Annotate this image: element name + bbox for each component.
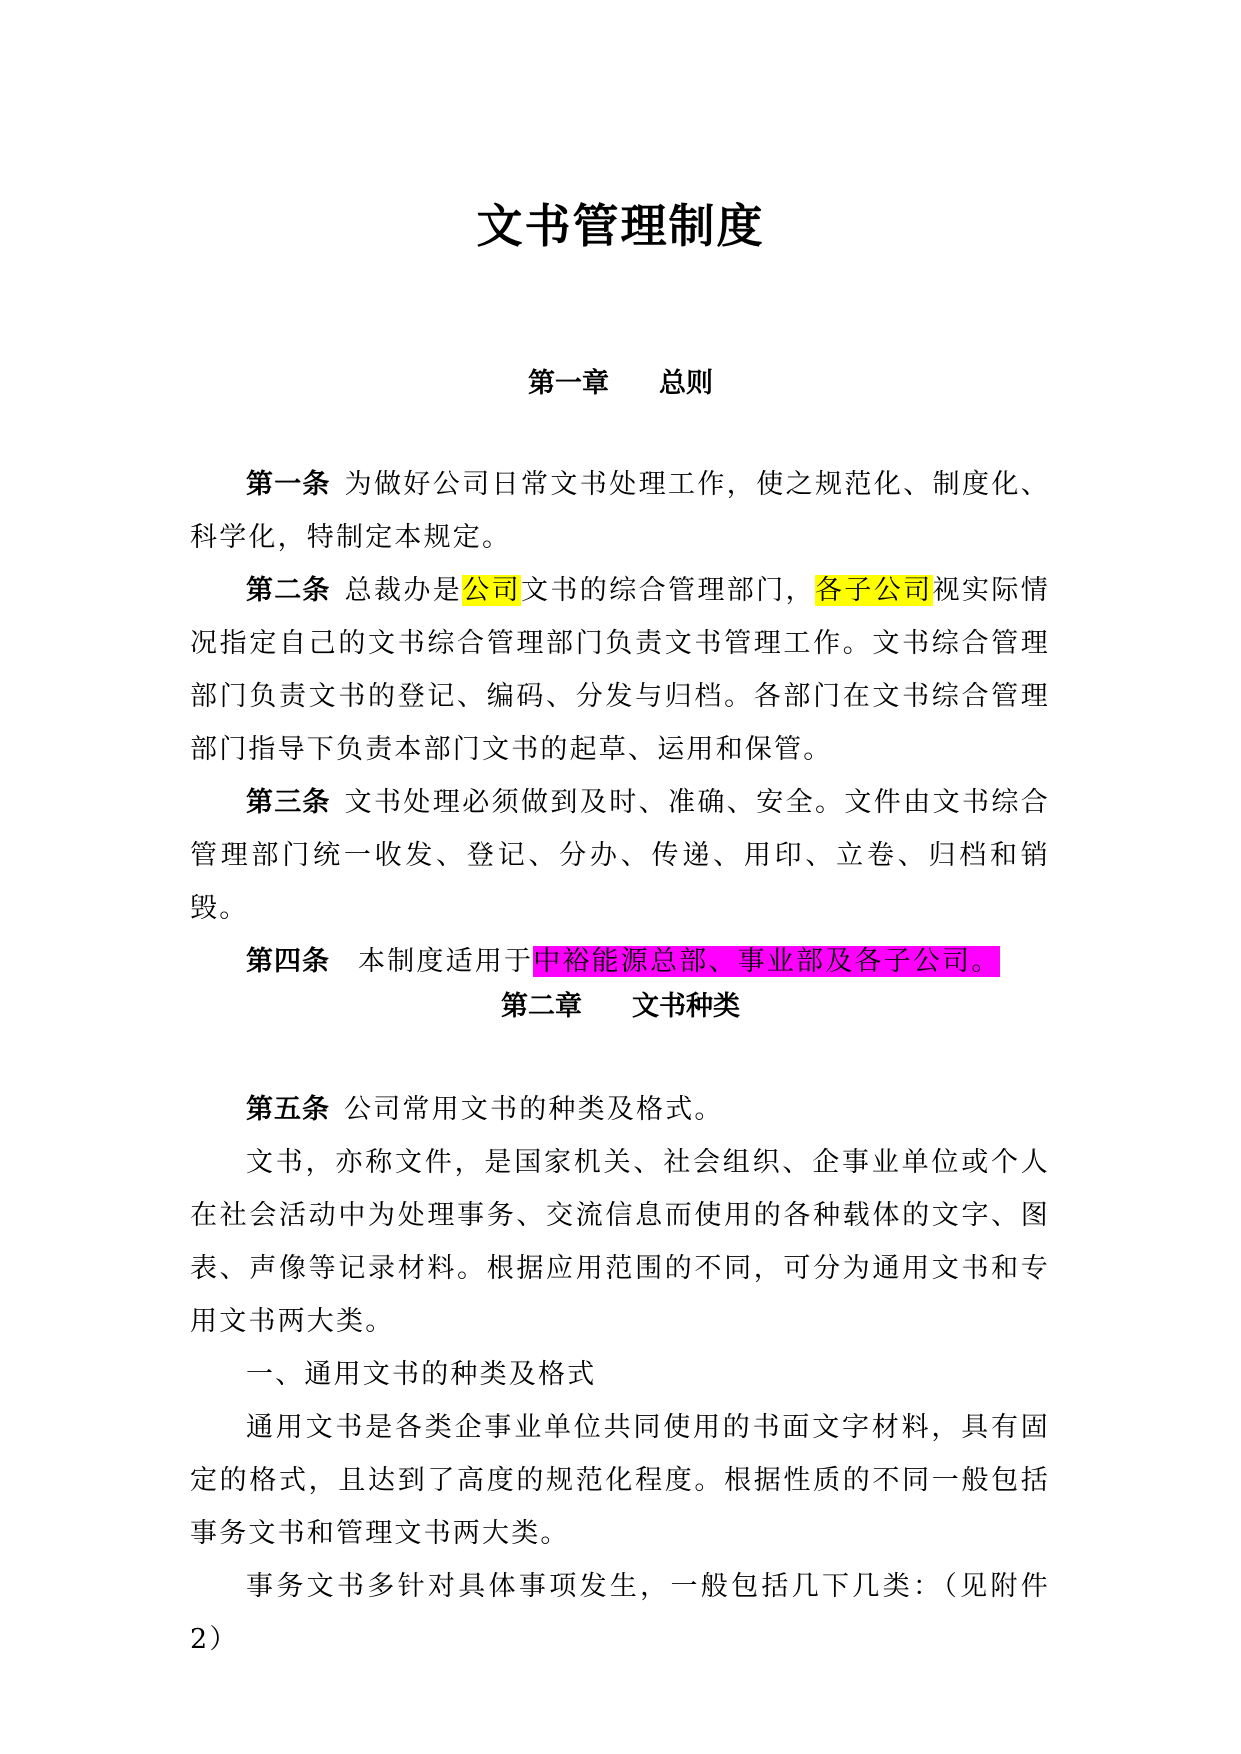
article-text: 文书处理必须做到及时、准确、安全。文件由文书综合管理部门统一收发、登记、分办、传递、用印、立卷、归档和销毁。 xyxy=(190,787,1050,924)
article-number: 第一条 xyxy=(246,469,331,500)
article-number: 第四条 xyxy=(246,946,330,977)
article-1 xyxy=(190,458,1050,564)
chapter-heading-2 xyxy=(0,984,1241,1023)
chapter-name: 总则 xyxy=(659,368,713,399)
article-text: 为做好公司日常文书处理工作，使之规范化、制度化、科学化，特制定本规定。 xyxy=(190,469,1050,553)
chapter-name: 文书种类 xyxy=(632,991,740,1022)
article-4 xyxy=(190,935,1050,988)
article-text: 公司常用文书的种类及格式。 xyxy=(344,1094,724,1125)
chapter-number: 第一章 xyxy=(528,368,609,399)
highlighted-text: 各子公司 xyxy=(814,575,933,606)
chapter-number: 第二章 xyxy=(501,991,582,1022)
article-text: 视实际情况指定自己的文书综合管理部门负责文书管理工作。文书综合管理部门负责文书的登记、编码、分发与归档。各部门在文书综合管理部门指导下负责本部门文书的起草、运用和保管。 xyxy=(190,575,1050,765)
article-3 xyxy=(190,776,1050,935)
paragraph-affairs-documents: 事务文书多针对具体事项发生，一般包括几下几类：（见附件 2） xyxy=(190,1571,1050,1655)
chapter-1-body xyxy=(190,458,1050,988)
article-number: 第五条 xyxy=(246,1094,330,1125)
subheading-general-documents: 一、通用文书的种类及格式 xyxy=(246,1359,597,1390)
highlighted-text: 中裕能源总部、事业部及各子公司。 xyxy=(533,946,1001,977)
highlighted-text: 公司 xyxy=(462,575,521,606)
article-number: 第三条 xyxy=(246,787,331,818)
article-5 xyxy=(190,1083,1050,1136)
paragraph-general-documents: 通用文书是各类企事业单位共同使用的书面文字材料，具有固定的格式，且达到了高度的规范化程度。根据性质的不同一般包括事务文书和管理文书两大类。 xyxy=(190,1412,1050,1549)
article-text: 文书的综合管理部门， xyxy=(521,575,815,606)
article-text: 总裁办是 xyxy=(344,575,463,606)
document-title: 文书管理制度 xyxy=(476,199,765,253)
chapter-heading-1 xyxy=(0,361,1241,400)
article-number: 第二条 xyxy=(246,575,331,606)
chapter-2-body xyxy=(190,1083,1050,1666)
article-2 xyxy=(190,564,1050,776)
paragraph-definition: 文书，亦称文件，是国家机关、社会组织、企事业单位或个人在社会活动中为处理事务、交流信息而使用的各种载体的文字、图表、声像等记录材料。根据应用范围的不同，可分为通用文书和专用文书两大类。 xyxy=(190,1147,1050,1337)
article-text: 本制度适用于 xyxy=(358,946,534,977)
